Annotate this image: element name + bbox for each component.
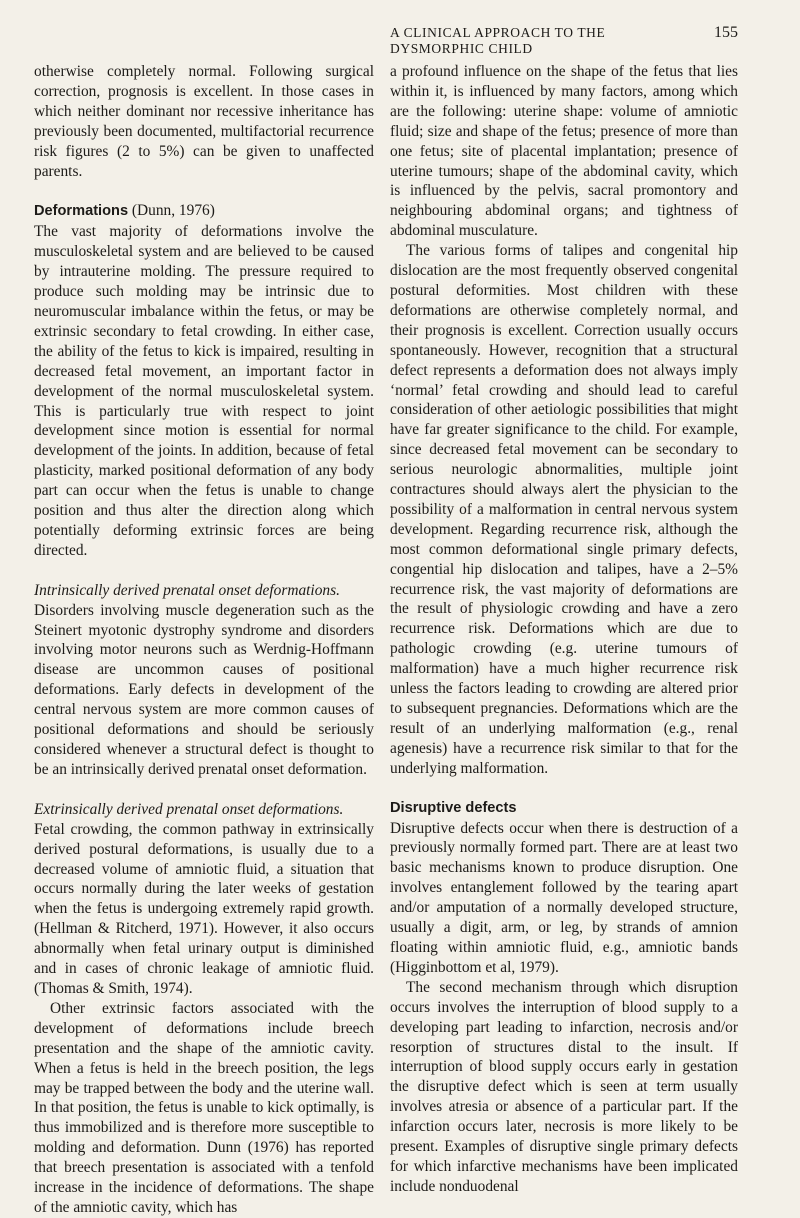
- page-number: 155: [714, 24, 738, 41]
- right-column: [390, 62, 738, 1197]
- paragraph-deformations: The vast majority of deformations involve the musculoskeletal system and are believed to be caused by intrauterine molding. The pressure required to produce such molding may be intrinsic due to neuromuscular imbalance within the fetus, or may be extrinsic secondary to fetal crowding. In either case, the ability of the fetus to kick is impaired, resulting in decreased fetal movement, an important factor in development of the normal musculoskeletal system. This is particularly true with respect to joint development since motion is essential for normal development of the joints. In addition, because of fetal plasticity, marked positional deformation of any body part can occur when the fetus is unable to change position and thus alter the direction along which potentially deforming extrinsic forces are being directed.: [34, 223, 374, 559]
- left-column: [34, 62, 374, 1218]
- paragraph-second-mechanism: The second mechanism through which disruption occurs involves the interruption of blood supply to a developing part leading to infarction, necrosis and/or resorption of structures distal to the insult. If interruption of blood supply occurs early in gestation the disruptive defect which is seen at term usually involves atresia or absence of a particular part. If the infarction occurs later, necrosis is more likely to be present. Examples of disruptive single primary defects for which infarctive mechanisms have been implicated include nonduodenal: [390, 978, 738, 1195]
- running-header: [390, 24, 738, 57]
- heading-text: Deformations: [34, 203, 129, 220]
- paragraph-intrinsic: Disorders involving muscle degeneration such as the Steinert myotonic dystrophy syndrome and disorders involving motor neurons such as Werdnig-Hoffmann disease are uncommon causes of positional deformations. Early defects in development of the central nervous system are more common causes of positional deformations and should be seriously considered whenever a structural defect is thought to be an intrinsically derived prenatal onset deformation.: [34, 601, 374, 778]
- paragraph-disruptive: Disruptive defects occur when there is destruction of a previously normally formed part. There are at least two basic mechanisms known to produce disruption. One involves entanglement followed by the tearing apart and/or amputation of a normally developed structure, usually a digit, arm, or leg, by strands of amnion floating within amniotic fluid, e.g., amniotic bands (Higginbottom et al, 1979).: [390, 819, 738, 976]
- paragraph-talipes: The various forms of talipes and congenital hip dislocation are the most frequently observed congenital postural deformities. Most children with these deformations are otherwise completely normal, and their prognosis is excellent. Correction usually occurs spontaneously. However, recognition that a structural defect represents a deformation does not always imply ‘normal’ fetal crowding and should lead to careful consideration of other aetiologic possibilities that might have far greater significance to the child. For example, since decreased fetal movement can be secondary to serious neurologic abnormalities, multiple joint contractures should always alert the physician to the possibility of a malformation in central nervous system development. Regarding recurrence risk, although the most common deformational single primary defects, congential hip dislocation and talipes, have a 2–5% recurrence risk, the vast majority of deformations are the result of physiologic crowding and have a zero recurrence risk. Deformations which are due to pathologic crowding (e.g. uterine tumours of malformation) have a much higher recurrence risk unless the factors leading to crowding are altered prior to subsequent pregnancies. Deformations which are the result of an underlying malformation (e.g., renal agenesis) have a recurrence risk similar to that for the underlying malformation.: [390, 242, 738, 777]
- paragraph-continued: a profound influence on the shape of the fetus that lies within it, is influenced by many factors, among which are the following: uterine shape: volume of amniotic fluid; size and shape of the fetus; presence of more than one fetus; site of placental implantation; presence of uterine tumours; shape of the abdominal cavity, which is influenced by the pelvis, sacral promontory and neighbouring abdominal organs; and tightness of abdominal musculature.: [390, 63, 738, 240]
- section-heading-deformations: [34, 201, 374, 222]
- paragraph-extrinsic: Fetal crowding, the common pathway in extrinsically derived postural deformations, is usually due to a decreased volume of amniotic fluid, a situation that occurs normally during the later weeks of gestation when the fetus is undergoing extremely rapid growth. (Hellman & Ritcherd, 1971). However, it also occurs abnormally when fetal urinary output is diminished and in cases of chronic leakage of amniotic fluid. (Thomas & Smith, 1974).: [34, 820, 374, 997]
- paragraph-intro: otherwise completely normal. Following surgical correction, prognosis is excellent. In those cases in which neither dominant nor recessive inheritance has previously been documented, multifactorial recurrence risk figures (2 to 5%) can be given to unaffected parents.: [34, 63, 374, 180]
- section-heading-disruptive: Disruptive defects: [390, 799, 517, 816]
- heading-citation: (Dunn, 1976): [128, 202, 215, 220]
- subheading-extrinsic: Extrinsically derived prenatal onset deformations.: [34, 800, 344, 818]
- running-title: A CLINICAL APPROACH TO THE DYSMORPHIC CHILD: [390, 25, 606, 56]
- subheading-intrinsic: Intrinsically derived prenatal onset deformations.: [34, 581, 340, 599]
- paragraph-other-factors: Other extrinsic factors associated with the development of deformations include breech presentation and the shape of the amniotic cavity. When a fetus is held in the breech position, the legs may be trapped between the body and the uterine wall. In that position, the fetus is unable to kick optimally, is thus immobilized and is therefore more susceptible to molding and deformation. Dunn (1976) has reported that breech presentation is associated with a tenfold increase in the incidence of deformations. The shape of the amniotic cavity, which has: [34, 999, 374, 1216]
